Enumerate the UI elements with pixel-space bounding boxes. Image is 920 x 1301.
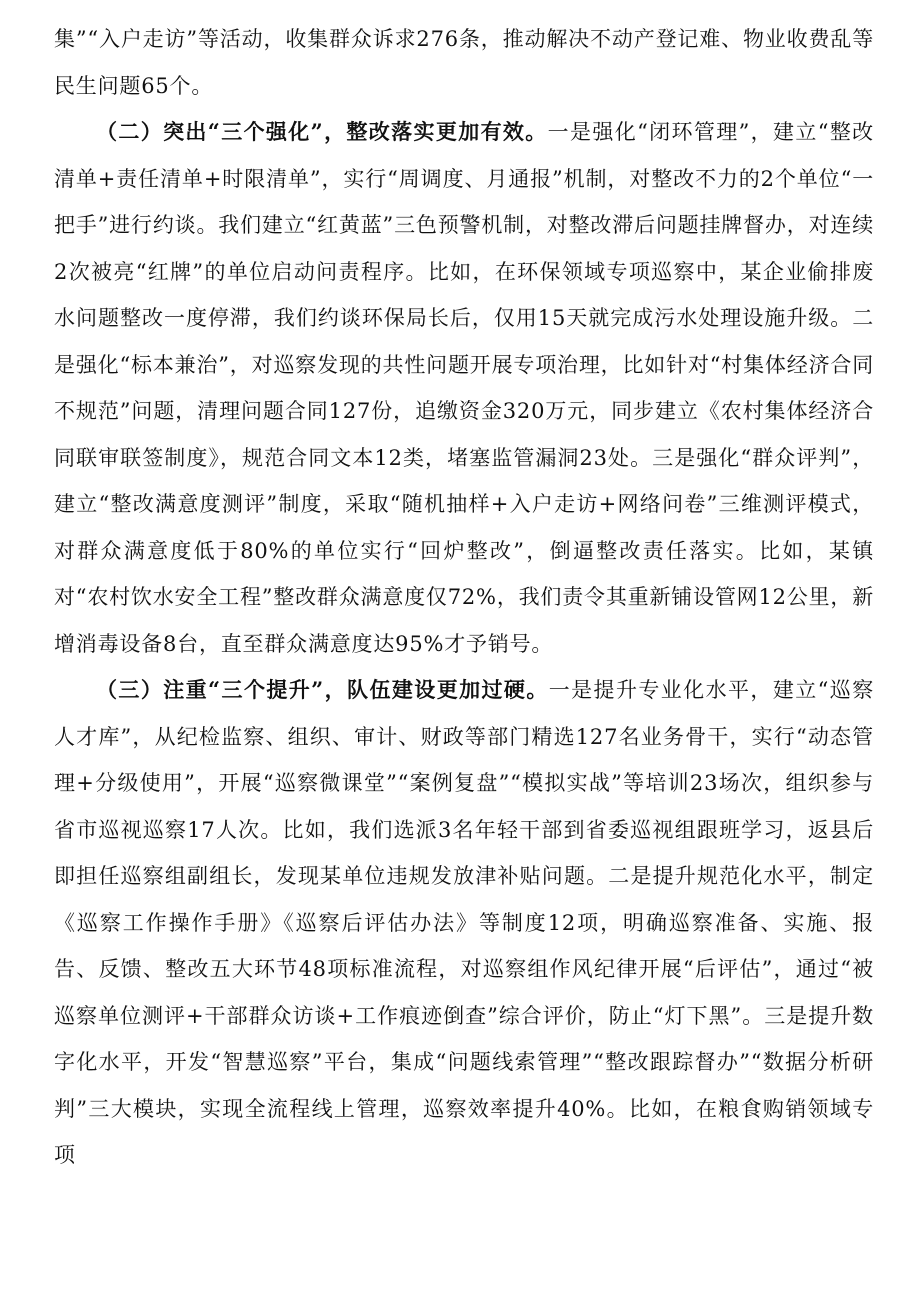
paragraph-text: 一是强化“闭环管理”，建立“整改清单+责任清单+时限清单”，实行“周调度、月通报”机制，对整改不力的2个单位“一把手”进行约谈。我们建立“红黄蓝”三色预警机制，对整改滞后问题挂牌督办，对连续2次被亮“红牌”的单位启动问责程序。比如，在环保领域专项巡察中，某企业偷排废水问题整改一度停滞，我们约谈环保局长后，仅用15天就完成污水处理设施升级。二是强化“标本兼治”，对巡察发现的共性问题开展专项治理，比如针对“村集体经济合同不规范”问题，清理问题合同127份，追缴资金320万元，同步建立《农村集体经济合同联审联签制度》，规范合同文本12类，堵塞监管漏洞23处。三是强化“群众评判”，建立“整改满意度测评”制度，采取“随机抽样+入户走访+网络问卷”三维测评模式，对群众满意度低于80%的单位实行“回炉整改”，倒逼整改责任落实。比如，某镇对“农村饮水安全工程”整改群众满意度仅72%，我们责令其重新铺设管网12公里，新增消毒设备8台，直至群众满意度达95%才予销号。	[54, 120, 874, 656]
paragraph-section-three	[54, 667, 874, 1179]
paragraph-section-two	[54, 109, 874, 667]
paragraph-continuation	[54, 16, 874, 109]
document-page	[54, 16, 874, 1179]
paragraph-text: 一是提升专业化水平，建立“巡察人才库”，从纪检监察、组织、审计、财政等部门精选127名业务骨干，实行“动态管理+分级使用”，开展“巡察微课堂”“案例复盘”“模拟实战”等培训23场次，组织参与省市巡视巡察17人次。比如，我们选派3名年轻干部到省委巡视组跟班学习，返县后即担任巡察组副组长，发现某单位违规发放津补贴问题。二是提升规范化水平，制定《巡察工作操作手册》《巡察后评估办法》等制度12项，明确巡察准备、实施、报告、反馈、整改五大环节48项标准流程，对巡察组作风纪律开展“后评估”，通过“被巡察单位测评+干部群众访谈+工作痕迹倒查”综合评价，防止“灯下黑”。三是提升数字化水平，开发“智慧巡察”平台，集成“问题线索管理”“整改跟踪督办”“数据分析研判”三大模块，实现全流程线上管理，巡察效率提升40%。比如，在粮食购销领域专项	[54, 678, 874, 1167]
section-heading: （三）注重“三个提升”，队伍建设更加过硬。	[96, 677, 549, 702]
paragraph-text: 集”“入户走访”等活动，收集群众诉求276条，推动解决不动产登记难、物业收费乱等民生问题65个。	[54, 27, 874, 98]
section-heading: （二）突出“三个强化”，整改落实更加有效。	[96, 119, 548, 144]
